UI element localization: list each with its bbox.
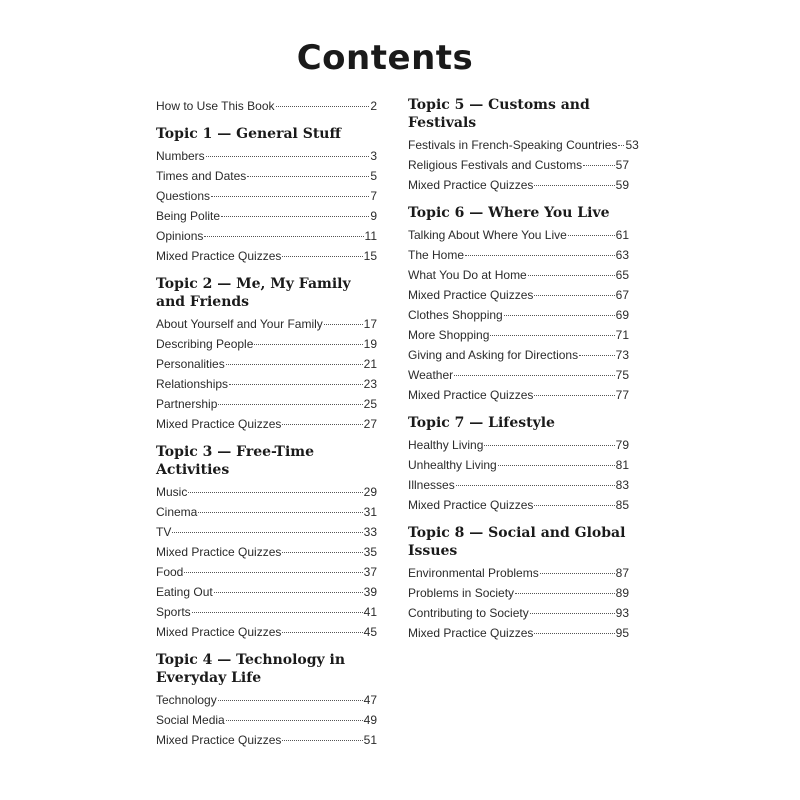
toc-entry-about-yourself-and-your-family [156,314,377,334]
toc-entry-label: Illnesses [408,478,455,492]
toc-entry-label: Partnership [156,397,218,411]
toc-entry-mixed-practice-quizzes [408,495,629,515]
dot-leader [282,632,362,633]
toc-entry-label: Weather [408,368,454,382]
toc-entry-label: Mixed Practice Quizzes [408,498,534,512]
toc-entry-the-home [408,245,629,265]
toc-entry-page-number: 77 [615,388,629,402]
toc-entry-page-number: 79 [615,438,629,452]
toc-entry-label: Describing People [156,337,254,351]
toc-entry-mixed-practice-quizzes [408,175,629,195]
toc-entry-page-number: 95 [615,626,629,640]
toc-entry-social-media [156,710,377,730]
dot-leader [484,445,614,446]
toc-entry-page-number: 7 [370,189,377,203]
toc-entry-festivals-in-french-speaking-countries [408,135,639,155]
toc-entry-page-number: 15 [363,249,377,263]
dot-leader [282,552,362,553]
toc-entry-page-number: 39 [363,585,377,599]
contents-right-column [408,96,639,643]
page-title: Contents [296,38,474,78]
toc-entry-page-number: 61 [615,228,629,242]
toc-entry-page-number: 27 [363,417,377,431]
toc-entry-label: Problems in Society [408,586,515,600]
toc-entry-page-number: 57 [615,158,629,172]
toc-entry-how-to-use-this-book [156,96,377,116]
toc-entry-page-number: 11 [364,229,377,243]
toc-entry-label: Relationships [156,377,229,391]
toc-entry-page-number: 59 [615,178,629,192]
dot-leader [184,572,362,573]
toc-entry-unhealthy-living [408,455,629,475]
toc-entry-weather [408,365,629,385]
toc-entry-page-number: 9 [370,209,377,223]
toc-entry-label: Questions [156,189,211,203]
toc-entry-page-number: 37 [363,565,377,579]
toc-entry-label: Mixed Practice Quizzes [156,545,282,559]
toc-entry-label: Mixed Practice Quizzes [156,733,282,747]
toc-entry-page-number: 23 [363,377,377,391]
dot-leader [324,324,363,325]
toc-entry-label: Religious Festivals and Customs [408,158,583,172]
toc-entry-tv [156,522,377,542]
dot-leader [530,613,615,614]
dot-leader [540,573,615,574]
toc-entry-religious-festivals-and-customs [408,155,629,175]
toc-entry-label: TV [156,525,172,539]
toc-entry-page-number: 17 [363,317,377,331]
toc-entry-label: Opinions [156,229,204,243]
toc-entry-label: Talking About Where You Live [408,228,567,242]
dot-leader [211,196,369,197]
toc-entry-page-number: 41 [363,605,377,619]
toc-entry-page-number: 83 [615,478,629,492]
toc-entry-label: Being Polite [156,209,221,223]
topic-heading: Topic 7 — Lifestyle [408,415,555,431]
toc-entry-label: Cinema [156,505,198,519]
toc-entry-eating-out [156,582,377,602]
dot-leader [229,384,363,385]
toc-entry-partnership [156,394,377,414]
toc-entry-mixed-practice-quizzes [156,730,377,750]
toc-entry-page-number: 85 [615,498,629,512]
topic-heading: Topic 5 — Customs and Festivals [408,97,590,131]
toc-entry-label: About Yourself and Your Family [156,317,323,331]
toc-entry-page-number: 67 [615,288,629,302]
dot-leader [214,592,363,593]
toc-entry-label: Clothes Shopping [408,308,503,322]
toc-entry-label: Music [156,485,188,499]
toc-entry-page-number: 47 [363,693,377,707]
toc-entry-page-number: 93 [615,606,629,620]
toc-entry-label: Mixed Practice Quizzes [408,178,534,192]
toc-entry-relationships [156,374,377,394]
toc-entry-label: Festivals in French-Speaking Countries [408,138,618,152]
toc-entry-label: Eating Out [156,585,213,599]
toc-entry-label: Contributing to Society [408,606,529,620]
dot-leader [218,404,362,405]
topic-heading: Topic 3 — Free-Time Activities [156,444,314,478]
toc-entry-environmental-problems [408,563,629,583]
topic-heading: Topic 8 — Social and Global Issues [408,525,626,559]
toc-entry-more-shopping [408,325,629,345]
toc-entry-questions [156,186,377,206]
toc-entry-label: Mixed Practice Quizzes [408,626,534,640]
toc-entry-mixed-practice-quizzes [408,623,629,643]
dot-leader [534,185,614,186]
toc-entry-talking-about-where-you-live [408,225,629,245]
toc-entry-mixed-practice-quizzes [408,285,629,305]
toc-entry-page-number: 21 [363,357,377,371]
toc-entry-page-number: 3 [370,149,377,163]
toc-entry-label: Mixed Practice Quizzes [408,288,534,302]
dot-leader [282,256,362,257]
toc-entry-page-number: 81 [615,458,629,472]
toc-entry-giving-and-asking-for-directions [408,345,629,365]
dot-leader [504,315,615,316]
toc-entry-numbers [156,146,377,166]
dot-leader [247,176,369,177]
toc-entry-label: Mixed Practice Quizzes [156,417,282,431]
toc-entry-page-number: 69 [615,308,629,322]
dot-leader [204,236,363,237]
toc-entry-page-number: 31 [363,505,377,519]
toc-entry-illnesses [408,475,629,495]
toc-entry-page-number: 45 [363,625,377,639]
toc-entry-personalities [156,354,377,374]
toc-entry-label: Giving and Asking for Directions [408,348,579,362]
contents-left-column [156,96,377,750]
toc-entry-being-polite [156,206,377,226]
toc-entry-label: Times and Dates [156,169,247,183]
toc-entry-cinema [156,502,377,522]
toc-entry-label: Mixed Practice Quizzes [408,388,534,402]
dot-leader [221,216,369,217]
topic-heading: Topic 6 — Where You Live [408,205,610,221]
dot-leader [282,740,362,741]
toc-entry-page-number: 89 [615,586,629,600]
dot-leader [528,275,615,276]
toc-entry-music [156,482,377,502]
dot-leader [534,505,614,506]
dot-leader [534,295,614,296]
toc-entry-page-number: 71 [615,328,629,342]
dot-leader [618,145,624,146]
toc-entry-mixed-practice-quizzes [156,246,377,266]
toc-entry-label: Numbers [156,149,205,163]
toc-entry-page-number: 19 [363,337,377,351]
toc-entry-problems-in-society [408,583,629,603]
dot-leader [226,720,363,721]
toc-entry-label: Food [156,565,184,579]
toc-entry-page-number: 49 [363,713,377,727]
dot-leader [568,235,615,236]
toc-entry-page-number: 35 [363,545,377,559]
dot-leader [192,612,363,613]
toc-entry-page-number: 29 [363,485,377,499]
dot-leader [490,335,614,336]
toc-entry-mixed-practice-quizzes [408,385,629,405]
toc-entry-page-number: 63 [615,248,629,262]
dot-leader [583,165,615,166]
toc-entry-label: How to Use This Book [156,99,275,113]
toc-entry-sports [156,602,377,622]
toc-entry-label: What You Do at Home [408,268,527,282]
dot-leader [188,492,362,493]
dot-leader [534,395,614,396]
toc-entry-page-number: 25 [363,397,377,411]
toc-entry-label: Unhealthy Living [408,458,497,472]
dot-leader [498,465,615,466]
toc-entry-what-you-do-at-home [408,265,629,285]
topic-heading: Topic 4 — Technology in Everyday Life [156,652,346,686]
toc-entry-mixed-practice-quizzes [156,414,377,434]
toc-entry-label: Environmental Problems [408,566,539,580]
toc-entry-label: Healthy Living [408,438,484,452]
toc-entry-label: Sports [156,605,191,619]
toc-entry-label: Mixed Practice Quizzes [156,625,282,639]
dot-leader [218,700,363,701]
toc-entry-technology [156,690,377,710]
topic-heading: Topic 2 — Me, My Family and Friends [156,276,351,310]
toc-entry-opinions [156,226,377,246]
dot-leader [226,364,363,365]
toc-entry-mixed-practice-quizzes [156,542,377,562]
toc-entry-page-number: 87 [615,566,629,580]
toc-entry-healthy-living [408,435,629,455]
toc-entry-page-number: 33 [363,525,377,539]
dot-leader [172,532,362,533]
dot-leader [515,593,615,594]
toc-entry-mixed-practice-quizzes [156,622,377,642]
toc-entry-times-and-dates [156,166,377,186]
toc-entry-page-number: 75 [615,368,629,382]
toc-entry-label: The Home [408,248,465,262]
dot-leader [579,355,615,356]
toc-entry-label: Mixed Practice Quizzes [156,249,282,263]
toc-entry-label: More Shopping [408,328,490,342]
dot-leader [254,344,362,345]
toc-entry-clothes-shopping [408,305,629,325]
toc-entry-page-number: 53 [625,138,639,152]
toc-entry-label: Technology [156,693,217,707]
dot-leader [206,156,370,157]
toc-entry-label: Social Media [156,713,225,727]
toc-entry-page-number: 2 [370,99,377,113]
dot-leader [198,512,362,513]
toc-entry-page-number: 5 [370,169,377,183]
toc-entry-page-number: 73 [615,348,629,362]
topic-heading: Topic 1 — General Stuff [156,126,341,142]
toc-entry-page-number: 65 [615,268,629,282]
dot-leader [454,375,615,376]
toc-entry-page-number: 51 [363,733,377,747]
dot-leader [534,633,614,634]
dot-leader [465,255,615,256]
toc-entry-contributing-to-society [408,603,629,623]
toc-entry-food [156,562,377,582]
dot-leader [282,424,362,425]
toc-entry-describing-people [156,334,377,354]
dot-leader [456,485,615,486]
toc-entry-label: Personalities [156,357,225,371]
dot-leader [276,106,370,107]
